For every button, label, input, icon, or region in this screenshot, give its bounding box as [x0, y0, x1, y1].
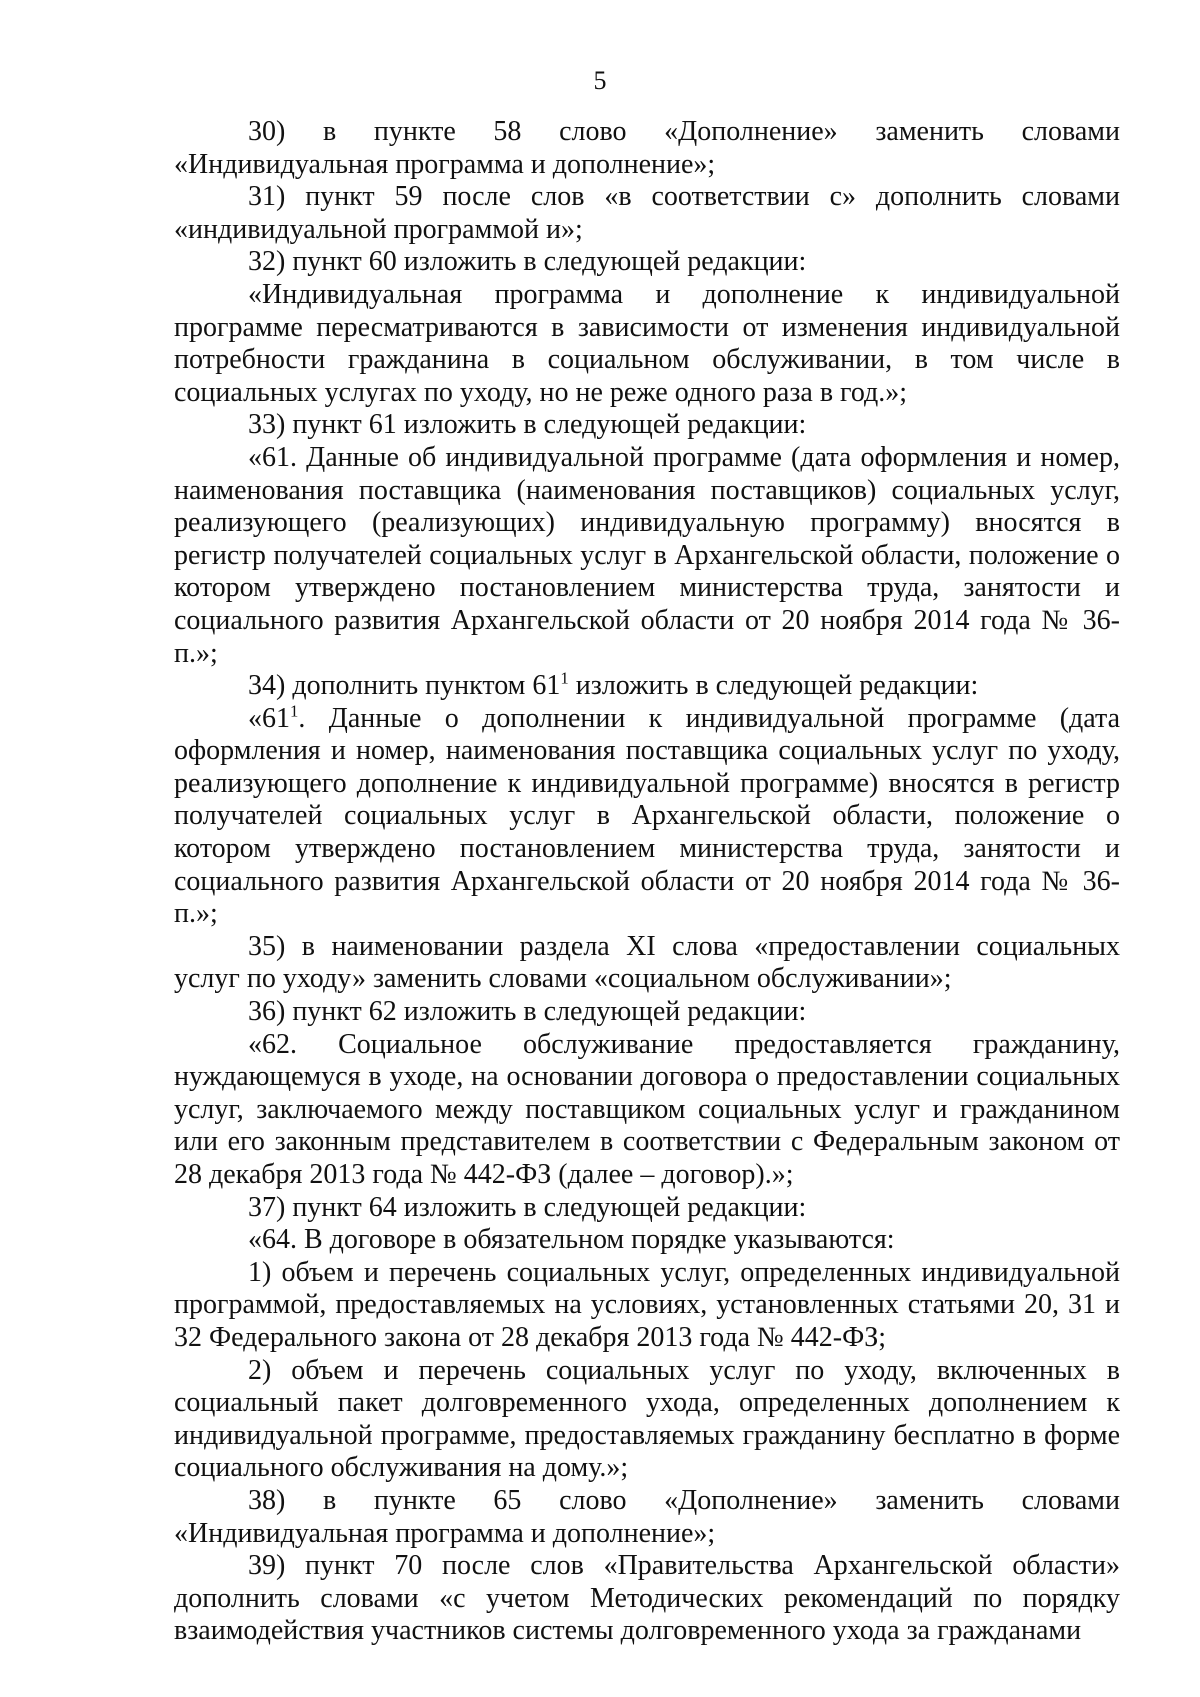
- paragraph-item-39: 39) пункт 70 после слов «Правительства Архангельской области» дополнить словами «с учетом Методических рекомендаций по порядку взаимодействия участников системы долговременного ухода за гражданами: [174, 1550, 1120, 1647]
- page-number: 5: [593, 66, 607, 95]
- quote-paragraph-61: «61. Данные об индивидуальной программе (дата оформления и номер, наименования поставщика (наименования поставщиков) социальных услуг, реализующего (реализующих) индивидуальную программу) вносятся в регистр получателей социальных услуг в Архангельской области, положение о котором утверждено постановлением министерства труда, занятости и социального развития Архангельской области от 20 ноября 2014 года № 36-п.»;: [174, 441, 1120, 669]
- quote-paragraph-64: «64. В договоре в обязательном порядке указываются:: [248, 1224, 895, 1256]
- quote-paragraph-62: «62. Социальное обслуживание предоставляется гражданину, нуждающемуся в уходе, на основании договора о предоставлении социальных услуг, заключаемого между поставщиком социальных услуг и гражданином или его законным представителем в соответствии с Федеральным законом от 28 декабря 2013 года № 442-ФЗ (далее – договор).»;: [174, 1028, 1120, 1190]
- quote-paragraph-60: «Индивидуальная программа и дополнение к индивидуальной программе пересматриваются в зависимости от изменения индивидуальной потребности гражданина в социальном обслуживании, в том числе в социальных услугах по уходу, но не реже одного раза в год.»;: [174, 278, 1120, 408]
- paragraph-item-34-text-before: 34) дополнить пунктом 61: [248, 670, 561, 702]
- list-item-1: 1) объем и перечень социальных услуг, определенных индивидуальной программой, предоставляемых на условиях, установленных статьями 20, 31 и 32 Федерального закона от 28 декабря 2013 года № 442-ФЗ;: [174, 1256, 1120, 1353]
- paragraph-item-34-text-after: изложить в следующей редакции:: [568, 670, 979, 702]
- paragraph-item-36: 36) пункт 62 изложить в следующей редакции:: [248, 996, 807, 1028]
- superscript: 1: [560, 668, 569, 688]
- list-item-2: 2) объем и перечень социальных услуг по уходу, включенных в социальный пакет долговременного ухода, определенных дополнением к индивидуальной программе, предоставляемых гражданину бесплатно в форме социального обслуживания на дому.»;: [174, 1354, 1120, 1484]
- paragraph-item-31: 31) пункт 59 после слов «в соответствии с» дополнить словами «индивидуальной программой и»;: [174, 181, 1120, 245]
- quote-paragraph-61-1-text-before: «61: [248, 702, 290, 734]
- superscript: 1: [290, 701, 299, 721]
- paragraph-item-37: 37) пункт 64 изложить в следующей редакции:: [248, 1191, 807, 1223]
- document-body: [174, 116, 1120, 1648]
- paragraph-item-34: [174, 670, 1120, 703]
- paragraph-item-30: 30) в пункте 58 слово «Дополнение» заменить словами «Индивидуальная программа и дополнение»;: [174, 116, 1120, 180]
- paragraph-item-33: 33) пункт 61 изложить в следующей редакции:: [248, 409, 807, 441]
- paragraph-item-35: 35) в наименовании раздела XI слова «предоставлении социальных услуг по уходу» заменить словами «социальном обслуживании»;: [174, 930, 1120, 995]
- paragraph-item-38: 38) в пункте 65 слово «Дополнение» заменить словами «Индивидуальная программа и дополнение»;: [174, 1484, 1120, 1549]
- quote-paragraph-61-1: [174, 703, 1120, 931]
- paragraph-item-32: 32) пункт 60 изложить в следующей редакции:: [248, 246, 807, 278]
- quote-paragraph-61-1-text-after: . Данные о дополнении к индивидуальной программе (дата оформления и номер, наименования поставщика социальных услуг по уходу, реализующего дополнение к индивидуальной программе) вносятся в регистр получателей социальных услуг в Архангельской области, положение о котором утверждено постановлением министерства труда, занятости и социального развития Архангельской области от 20 ноября 2014 года № 36-п.»;: [174, 702, 1120, 930]
